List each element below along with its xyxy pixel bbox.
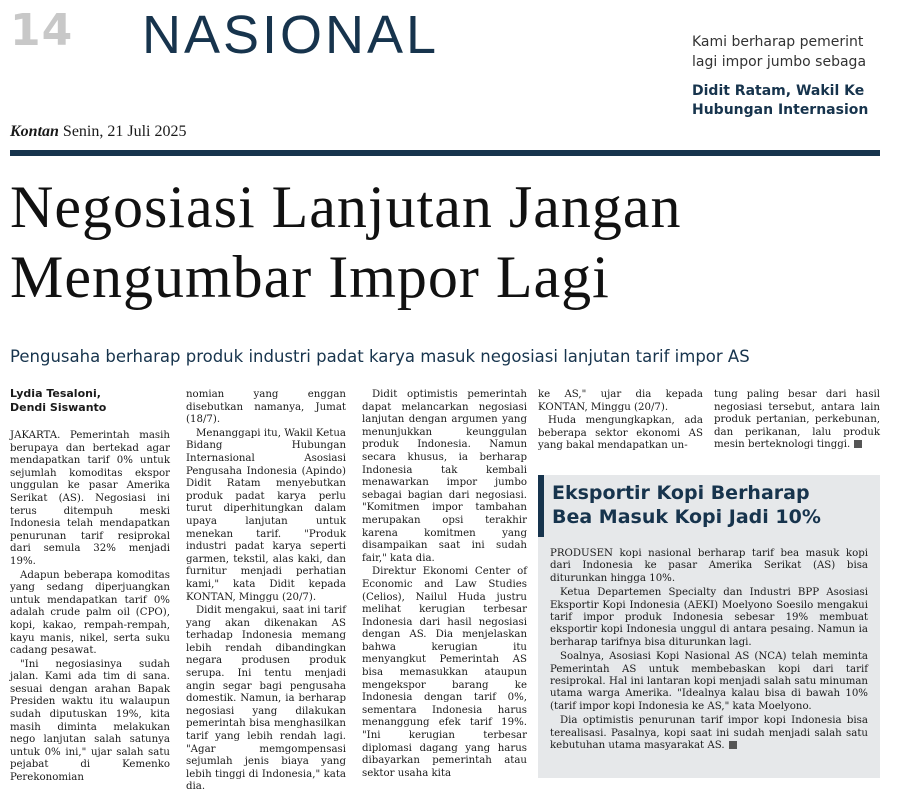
paragraph xyxy=(714,389,880,452)
paragraph: Huda mengungkapkan, ada beberapa sektor ekonomi AS yang bakal mendapatkan un- xyxy=(538,415,703,452)
pullquote-source xyxy=(692,82,882,120)
end-mark-icon xyxy=(854,440,862,448)
pullquote-source-line: Hubungan Internasion xyxy=(692,102,869,118)
paragraph: nomian yang enggan disebutkan namanya, Jumat (18/7). xyxy=(186,389,346,426)
pullquote-line: lagi impor jumbo sebaga xyxy=(692,54,867,70)
paragraph-text: tung paling besar dari hasil negosiasi tersebut, antara lain produk pertanian, perkebunan, dan perikanan, lalu produk mesin berteknologi tinggi. xyxy=(714,389,880,451)
masthead-date: Senin, 21 Juli 2025 xyxy=(62,123,187,140)
paragraph: Soalnya, Asosiasi Kopi Nasional AS (NCA) telah meminta Pemerintah AS untuk membebaskan kopi dari tarif resiprokal. Hal ini lantaran kopi menjadi salah satu minuman utama warga Amerika. "Idealnya kalau bisa di bawah 10% (tarif impor kopi Indonesia ke AS," kata Moelyono. xyxy=(550,651,868,712)
sidebar-accent-bar xyxy=(538,475,544,537)
article-column-2 xyxy=(186,389,346,793)
section-divider xyxy=(10,150,880,156)
paragraph: PRODUSEN kopi nasional berharap tarif bea masuk kopi dari Indonesia ke pasar Amerika Serikat (AS) bisa diturunkan hingga 10%. xyxy=(550,548,868,584)
paragraph-text: Dia optimistis penurunan tarif impor kopi Indonesia bisa terealisasi. Pasalnya, kopi saat ini sudah menjadi salah satu kebutuhan utama masyarakat AS. xyxy=(550,715,868,752)
paragraph: "Ini negosiasinya sudah jalan. Kami ada tim di sana. sesuai dengan arahan Bapak Presiden waktu itu walaupun sudah diputuskan 19%, kita masih diminta melakukan nego lanjutan salah satunya untuk 0% ini," ujar salah satu pejabat di Kemenko Perekonomian xyxy=(10,658,170,784)
byline-author: Lydia Tesaloni, xyxy=(10,387,101,400)
byline xyxy=(10,387,180,415)
paragraph: Didit optimistis pemerintah dapat melancarkan negosiasi lanjutan dengan argumen yang menunjukkan keunggulan produk Indonesia. Namun secara khusus, ia berharap Indonesia tak kembali menawarkan impor jumbo sebagai bagian dari negosiasi. "Komitmen impor tambahan merupakan opsi terakhir karena komitmen yang disampaikan saat ini sudah fair," kata dia. xyxy=(362,389,527,564)
headline-line: Mengumbar Impor Lagi xyxy=(10,244,610,310)
sidebar-title xyxy=(552,481,872,529)
paragraph: Ketua Departemen Specialty dan Industri BPP Asosiasi Eksportir Kopi Indonesia (AEKI) Moelyono Soesilo mengakui tarif impor produk Indonesia sebesar 19% membuat eksportir kopi Indonesia unggul di antara pesaing. Namun ia berharap tarifnya bisa diturunkan lagi. xyxy=(550,587,868,648)
byline-author: Dendi Siswanto xyxy=(10,401,107,414)
paragraph: Direktur Ekonomi Center of Economic and Law Studies (Celios), Nailul Huda justru melihat kerugian terbesar Indonesia dari hasil negosiasi dengan AS. Dia menjelaskan bahwa kerugian itu menyangkut Pemerintah AS bisa memasukkan ataupun mengekspor barang ke Indonesia dengan tarif 0%, sementara Indonesia harus menanggung efek tarif 19%. "Ini kerugian terbesar diplomasi dagang yang harus dibayarkan pemerintah atau sektor usaha kita xyxy=(362,566,527,779)
page-number: 14 xyxy=(10,5,74,56)
masthead-brand: Kontan xyxy=(10,123,59,140)
paragraph xyxy=(550,715,868,752)
paragraph: Didit mengakui, saat ini tarif yang akan dikenakan AS terhadap Indonesia memang lebih rendah dibandingkan negara produsen produk serupa. Ini tentu menjadi angin segar bagi pengusaha domestik. Namun, ia berharap negosiasi yang dilakukan pemerintah bisa menghasilkan tarif yang lebih rendah lagi. "Agar memgompensasi sejumlah jenis biaya yang lebih tinggi di Indonesia," kata dia. xyxy=(186,605,346,793)
end-mark-icon xyxy=(729,741,737,749)
pullquote xyxy=(692,32,882,72)
headline xyxy=(10,172,910,312)
paragraph: Menanggapi itu, Wakil Ketua Bidang Hubungan Internasional Asosiasi Pengusaha Indonesia (Apindo) Didit Ratam menyebutkan produk padat karya perlu turut diperhitungkan dalam upaya lanjutan untuk menekan tarif. "Produk industri padat karya seperti garmen, tekstil, alas kaki, dan furnitur menjadi perhatian kami," kata Didit kepada KONTAN, Minggu (20/7). xyxy=(186,427,346,603)
pullquote-line: Kami berharap pemerint xyxy=(692,34,864,50)
sidebar-box xyxy=(538,475,880,778)
paragraph: ke AS," ujar dia kepada KONTAN, Minggu (20/7). xyxy=(538,389,703,413)
sidebar-body xyxy=(550,548,868,755)
sidebar-title-line: Eksportir Kopi Berharap xyxy=(552,482,810,504)
article-column-4 xyxy=(538,389,703,459)
deck: Pengusaha berharap produk industri padat karya masuk negosiasi lanjutan tarif impor AS xyxy=(10,347,750,366)
paragraph: JAKARTA. Pemerintah masih berupaya dan bertekad agar mendapatkan tarif 0% untuk sejumlah komoditas ekspor unggulan ke pasar Amerika Serikat (AS). Negosiasi ini terus ditempuh meski Indonesia telah mendapatkan penurunan tarif resiprokal dari semula 32% menjadi 19%. xyxy=(10,430,170,567)
sidebar-title-line: Bea Masuk Kopi Jadi 10% xyxy=(552,506,821,528)
article-column-5 xyxy=(714,389,880,459)
section-title: NASIONAL xyxy=(142,5,440,65)
headline-line: Negosiasi Lanjutan Jangan xyxy=(10,174,682,240)
paragraph: Adapun beberapa komoditas yang sedang diperjuangkan untuk mendapatkan tarif 0% adalah crude palm oil (CPO), kopi, kakao, rempah-rempah, kayu manis, nikel, serta suku cadang pesawat. xyxy=(10,569,170,657)
article-column-1 xyxy=(10,430,170,784)
pullquote-source-line: Didit Ratam, Wakil Ke xyxy=(692,83,865,99)
article-column-3 xyxy=(362,389,527,778)
masthead xyxy=(10,122,186,142)
